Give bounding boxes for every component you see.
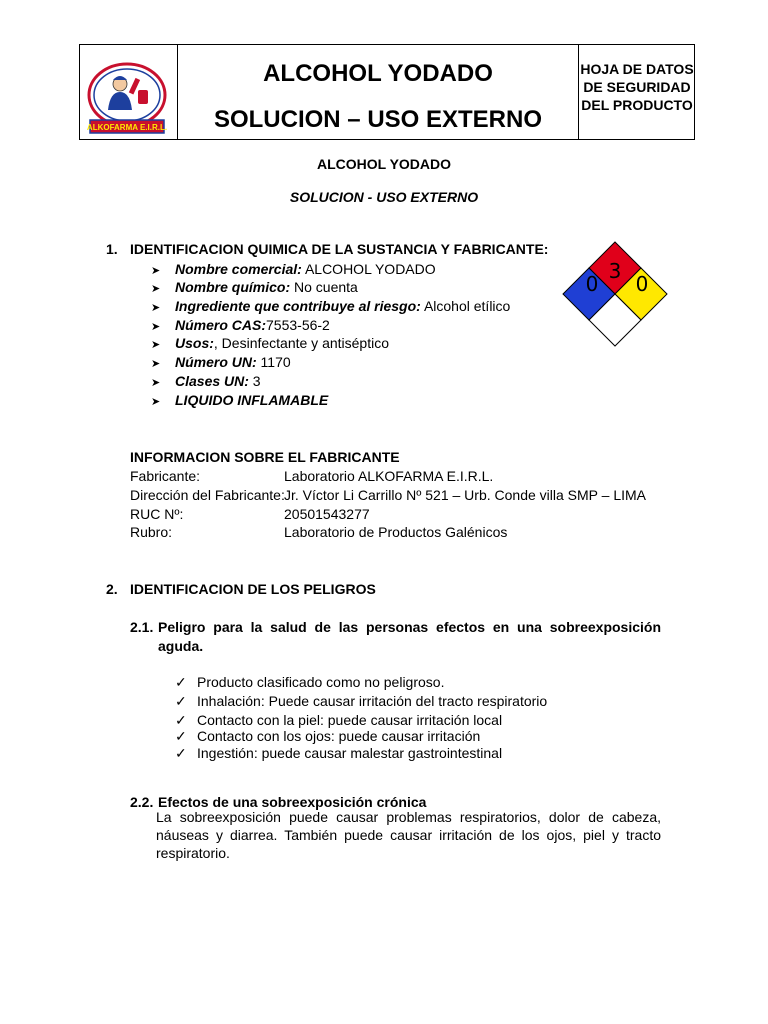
company-logo	[86, 62, 168, 136]
sheet-type-label: HOJA DE DATOS DE SEGURIDAD DEL PRODUCTO	[580, 61, 694, 113]
check-icon: ✓	[175, 674, 187, 690]
subsection-heading: Peligro para la salud de las personas efectos en una sobreexposición	[158, 619, 661, 635]
check-icon: ✓	[175, 693, 187, 709]
subsection-heading-cont: aguda.	[158, 638, 204, 654]
check-item: ✓ Contacto con los ojos: puede causar irritación	[175, 728, 481, 744]
check-item: ✓ Ingestión: puede causar malestar gastrointestinal	[175, 745, 503, 761]
field-label: Fabricante:	[130, 468, 201, 484]
list-item: ➤ LIQUIDO INFLAMABLE	[151, 392, 329, 408]
section-number: 1.	[106, 241, 118, 257]
subsection-heading: Efectos de una sobreexposición crónica	[158, 794, 427, 810]
field-value: Jr. Víctor Li Carrillo Nº 521 – Urb. Conde villa SMP – LIMA	[284, 487, 646, 503]
subsection-number: 2.2.	[130, 794, 154, 810]
list-item: ➤ Clases UN: 3	[151, 373, 261, 389]
paragraph-line: La sobreexposición puede causar problemas respiratorios, dolor de cabeza,	[156, 809, 661, 825]
list-item: ➤ Nombre comercial: ALCOHOL YODADO	[151, 261, 436, 277]
check-icon: ✓	[175, 712, 187, 728]
list-item: ➤ Número UN: 1170	[151, 354, 291, 370]
field-label: RUC Nº:	[130, 506, 184, 522]
paragraph-line: náuseas y diarrea. También puede causar irritación de los ojos, piel y tracto	[156, 827, 661, 843]
nfpa-health-value: 0	[585, 272, 599, 296]
manufacturer-heading: INFORMACION SOBRE EL FABRICANTE	[130, 449, 400, 465]
list-item: ➤ Nombre químico: No cuenta	[151, 279, 358, 295]
section-number: 2.	[106, 581, 118, 597]
document-subtitle: SOLUCION – USO EXTERNO	[213, 106, 543, 133]
field-value: Laboratorio de Productos Galénicos	[284, 524, 508, 540]
list-item: ➤ Usos:, Desinfectante y antiséptico	[151, 335, 390, 351]
check-icon: ✓	[175, 728, 187, 744]
list-item: ➤ Número CAS:7553-56-2	[151, 317, 330, 333]
check-item: ✓ Contacto con la piel: puede causar irritación local	[175, 712, 503, 728]
nfpa-flammability-value: 3	[608, 259, 622, 283]
field-label: Rubro:	[130, 524, 173, 540]
check-icon: ✓	[175, 745, 187, 761]
section-heading: IDENTIFICACION DE LOS PELIGROS	[130, 581, 376, 597]
product-name: ALCOHOL YODADO	[316, 156, 452, 172]
check-item: ✓ Inhalación: Puede causar irritación del tracto respiratorio	[175, 693, 548, 709]
nfpa-hazard-diamond	[562, 240, 672, 352]
subsection-number: 2.1.	[130, 619, 154, 635]
field-value: Laboratorio ALKOFARMA E.I.R.L.	[284, 468, 494, 484]
list-item: ➤ Ingrediente que contribuye al riesgo: Alcohol etílico	[151, 298, 511, 314]
logo-text: ALKOFARMA E.I.R.L.	[86, 123, 168, 132]
nfpa-reactivity-value: 0	[635, 272, 649, 296]
document-title: ALCOHOL YODADO	[263, 60, 493, 87]
field-label: Dirección del Fabricante:	[130, 487, 285, 503]
field-value: 20501543277	[284, 506, 370, 522]
check-item: ✓ Producto clasificado como no peligroso.	[175, 674, 445, 690]
product-use: SOLUCION - USO EXTERNO	[289, 189, 479, 205]
paragraph-line: respiratorio.	[156, 845, 230, 861]
section-heading: IDENTIFICACION QUIMICA DE LA SUSTANCIA Y FABRICANTE:	[130, 241, 549, 257]
